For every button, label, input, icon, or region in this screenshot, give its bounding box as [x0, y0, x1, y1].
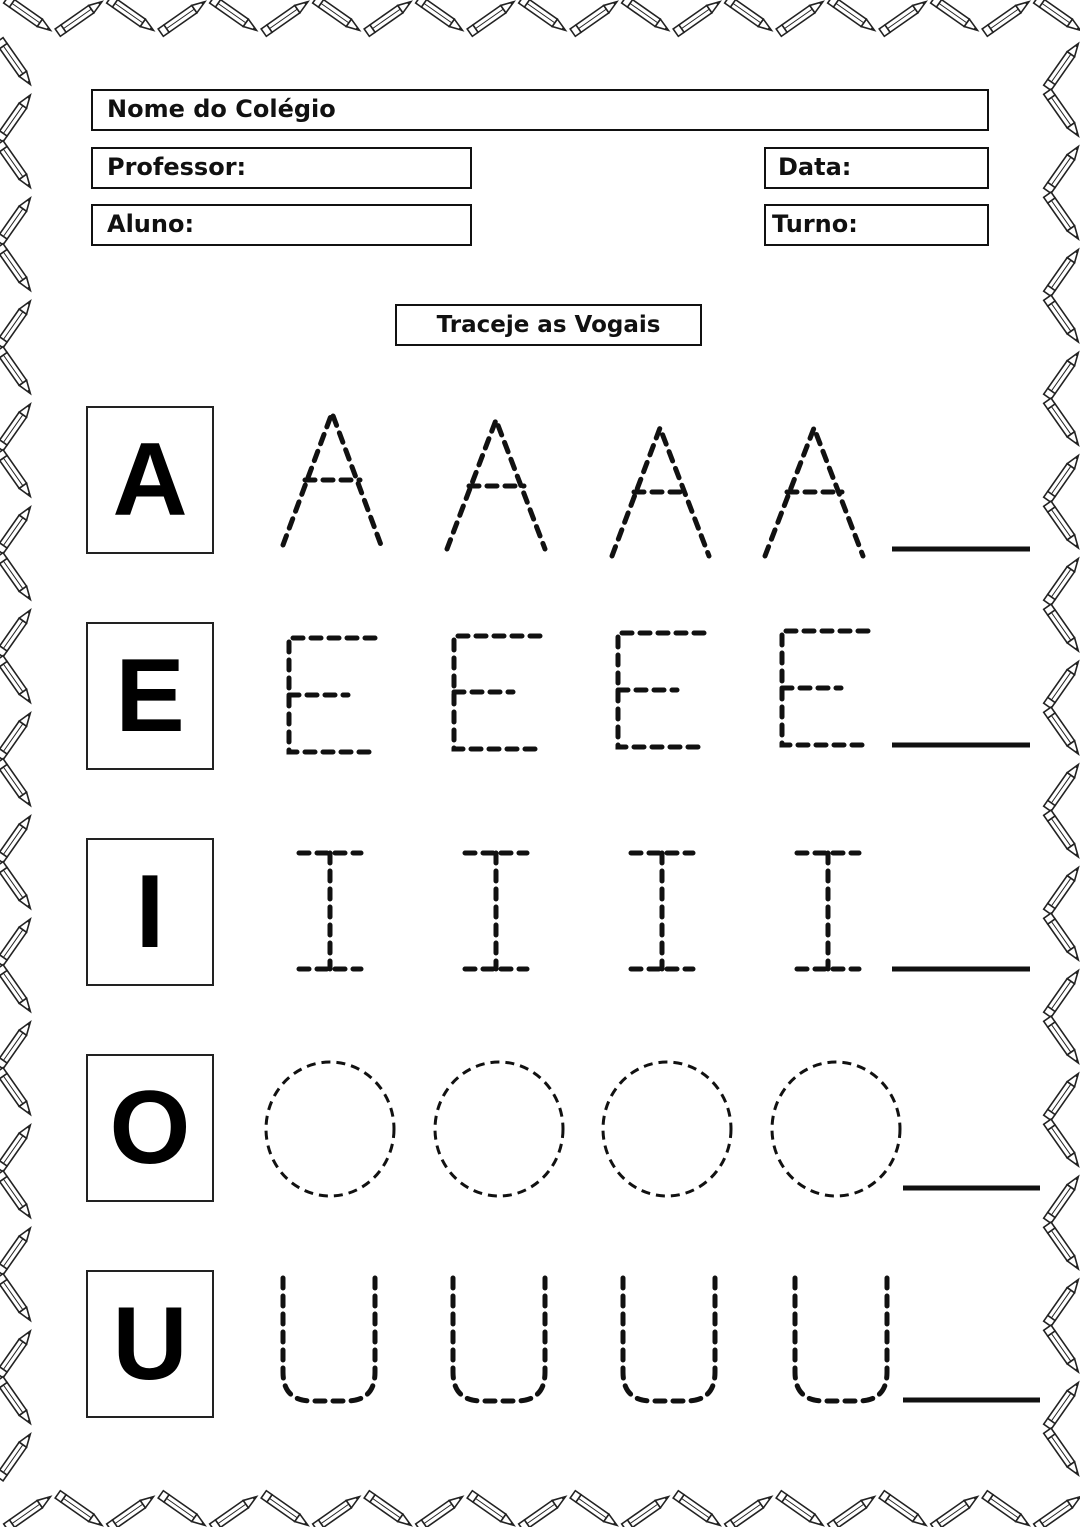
trace-i-4[interactable] [797, 853, 859, 969]
letter-i: I [135, 853, 165, 970]
row-e-traces [289, 631, 1030, 752]
trace-o-3[interactable] [603, 1062, 731, 1196]
row-i-traces [299, 853, 1030, 969]
trace-e-3[interactable] [618, 633, 704, 747]
worksheet-title-text: Traceje as Vogais [436, 312, 661, 338]
trace-i-3[interactable] [631, 853, 693, 969]
shift-label: Turno: [772, 210, 858, 238]
trace-a-2[interactable] [447, 420, 545, 549]
date-label: Data: [778, 153, 852, 181]
row-o-traces [266, 1062, 1040, 1196]
trace-u-1[interactable] [283, 1278, 375, 1401]
trace-e-1[interactable] [289, 638, 375, 752]
trace-o-2[interactable] [435, 1062, 563, 1196]
trace-o-4[interactable] [772, 1062, 900, 1196]
letter-a: A [112, 421, 188, 538]
student-label: Aluno: [107, 210, 195, 238]
trace-a-1[interactable] [283, 413, 381, 545]
trace-e-2[interactable] [454, 636, 540, 749]
trace-e-4[interactable] [782, 631, 868, 745]
row-u-traces [283, 1278, 1040, 1401]
trace-a-3[interactable] [612, 428, 709, 556]
teacher-label: Professor: [107, 153, 247, 181]
letter-o: O [109, 1069, 191, 1186]
trace-a-4[interactable] [765, 428, 863, 556]
letter-e: E [115, 637, 185, 754]
trace-i-2[interactable] [465, 853, 527, 969]
trace-u-2[interactable] [453, 1278, 545, 1401]
trace-o-1[interactable] [266, 1062, 394, 1196]
row-a-traces [283, 413, 1030, 556]
trace-u-3[interactable] [623, 1278, 715, 1401]
trace-i-1[interactable] [299, 853, 361, 969]
letter-u: U [112, 1285, 188, 1402]
trace-u-4[interactable] [795, 1278, 887, 1401]
school-name-label: Nome do Colégio [107, 95, 336, 123]
